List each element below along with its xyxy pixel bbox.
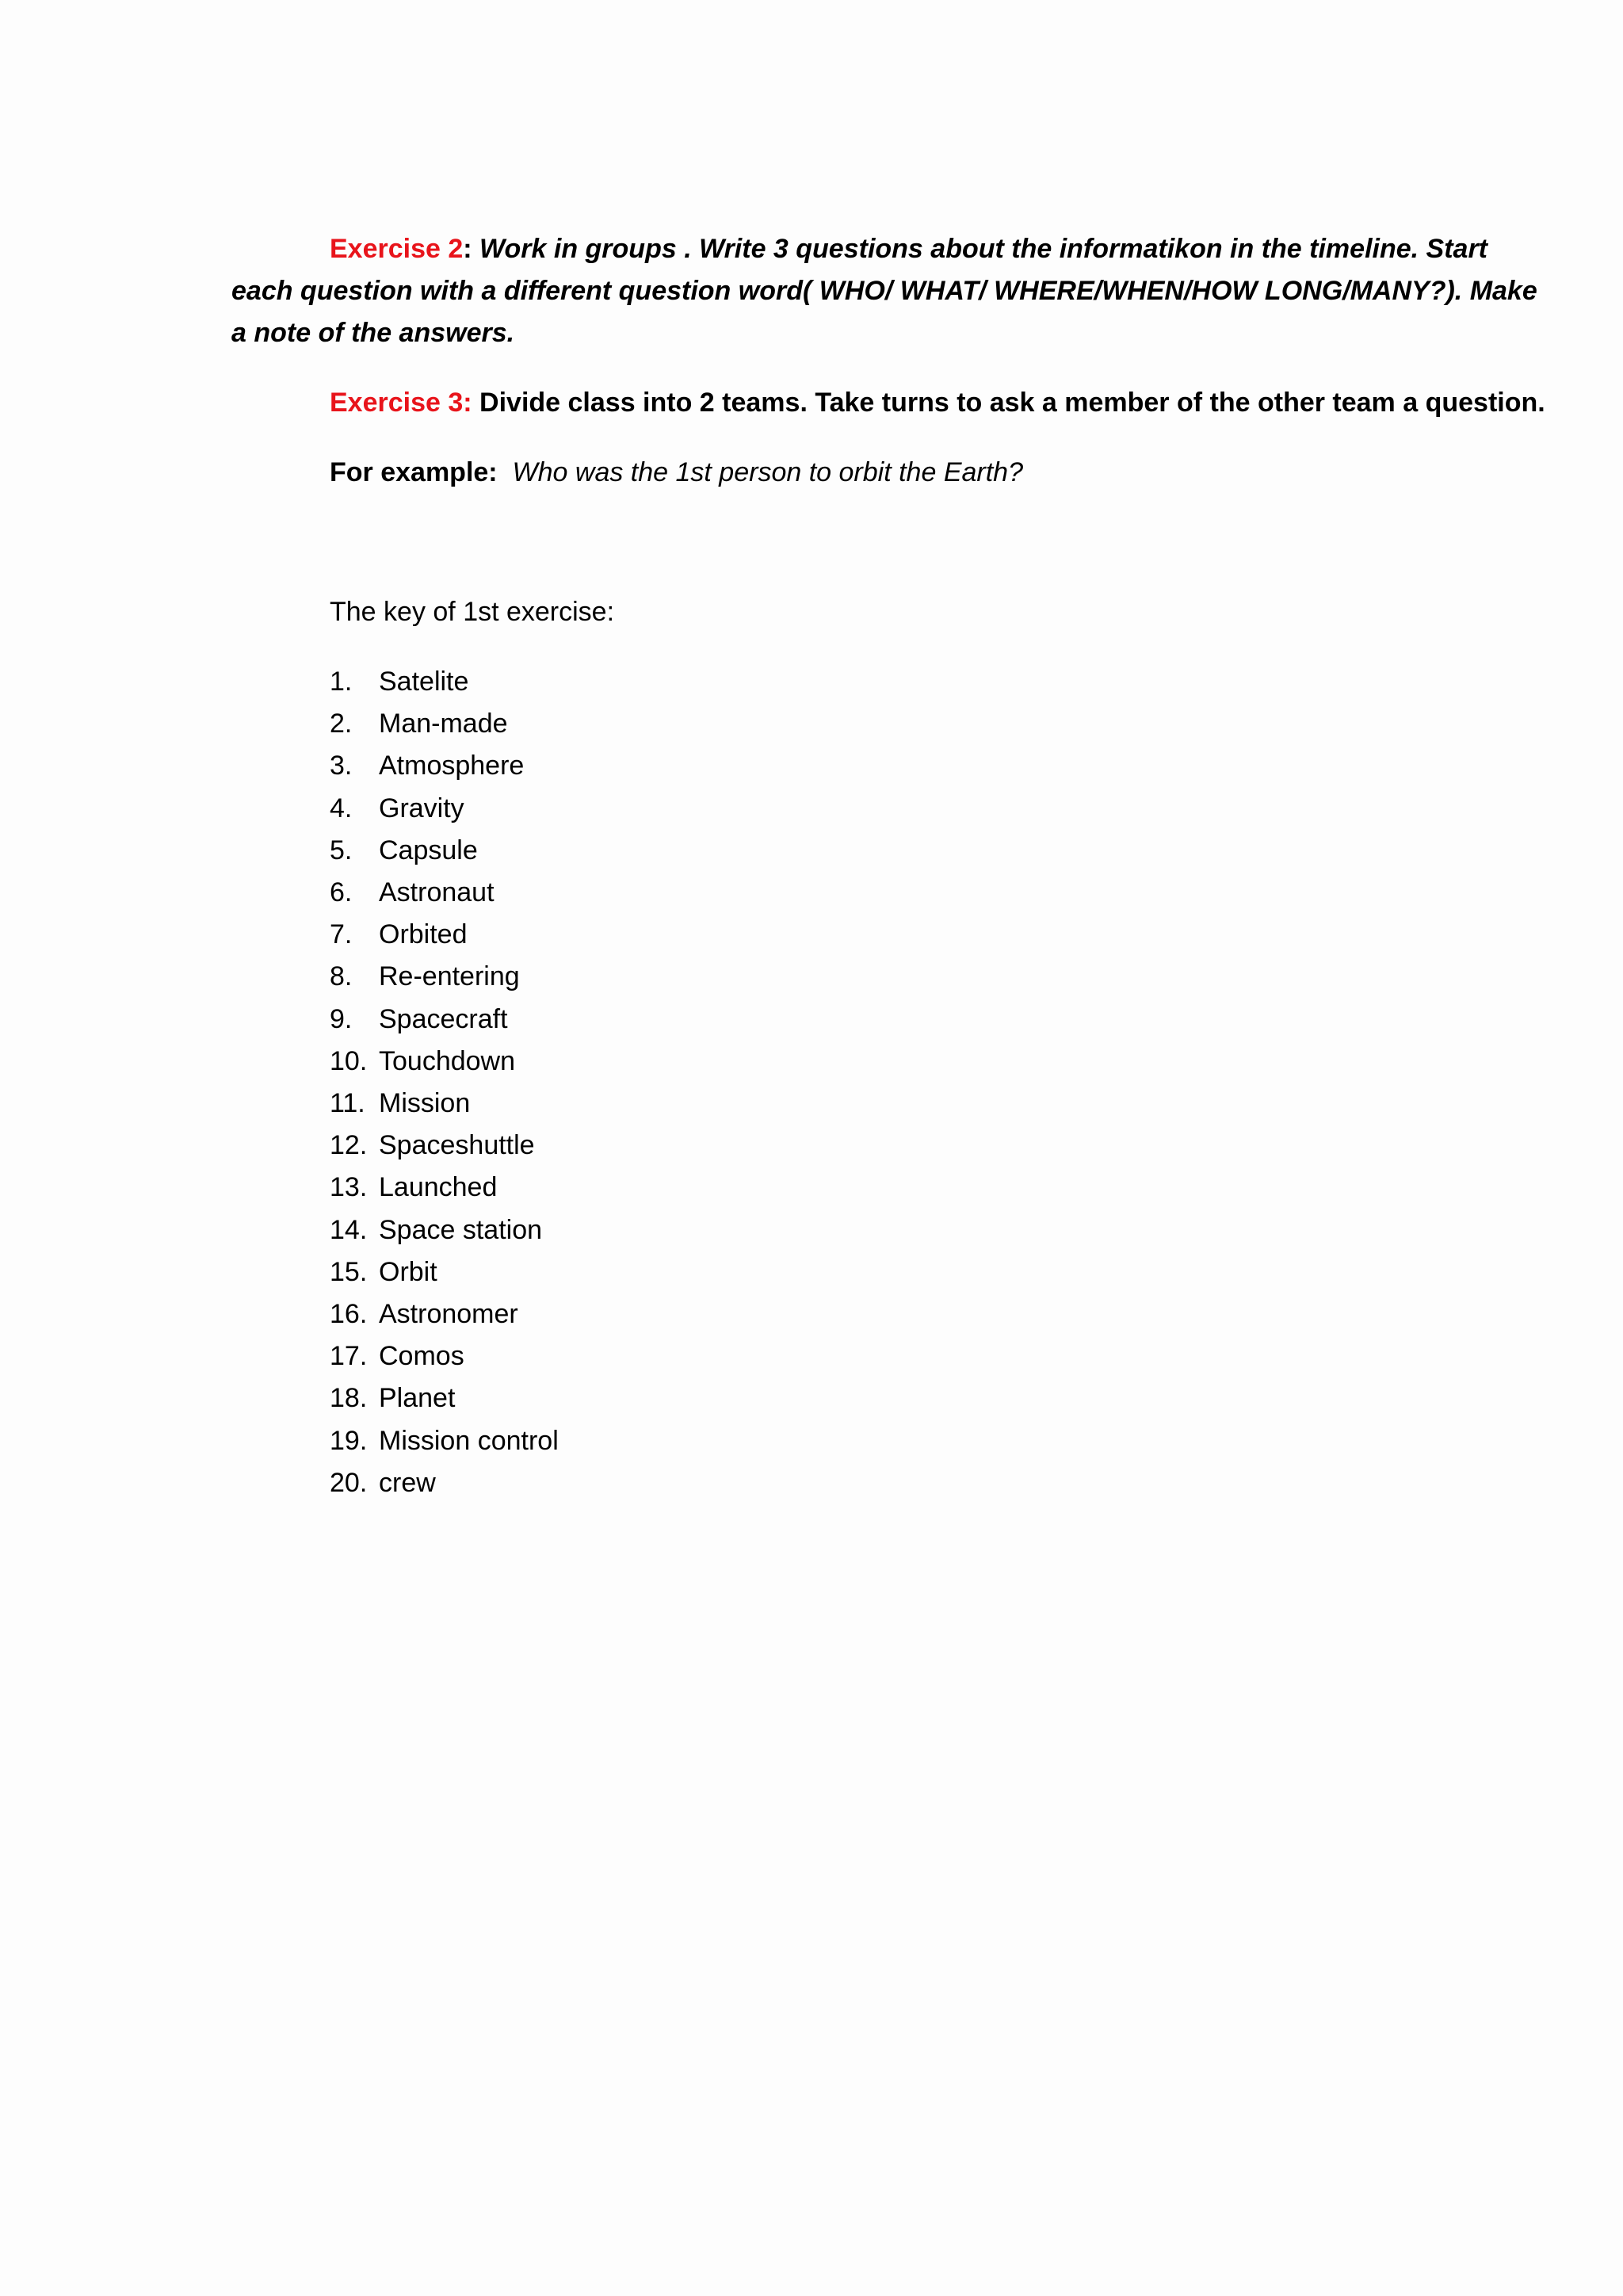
answer-key-item	[330, 1167, 559, 1209]
answer-key-word: Orbit	[379, 1256, 437, 1287]
answer-key-item	[330, 872, 559, 914]
exercise-2-label: Exercise 2	[330, 234, 464, 264]
answer-key-word: Touchdown	[379, 1045, 516, 1076]
answer-key-word: Spaceshuttle	[379, 1130, 535, 1161]
answer-key-item	[330, 1462, 559, 1504]
answer-key-item	[330, 1420, 559, 1462]
answer-key-number: 10.	[330, 1045, 368, 1076]
answer-key-number: 14.	[330, 1214, 368, 1245]
answer-key-item	[330, 1293, 559, 1335]
answer-key-number: 7.	[330, 919, 353, 950]
answer-key-item	[330, 956, 559, 998]
exercise-3-label: Exercise 3:	[330, 388, 472, 418]
answer-key-word: Capsule	[379, 835, 478, 865]
answer-key-word: Gravity	[379, 793, 464, 823]
exercise-2-paragraph	[231, 228, 1547, 354]
answer-key-number: 1.	[330, 667, 353, 697]
answer-key-word: Launched	[379, 1172, 498, 1203]
answer-key-item	[330, 788, 559, 830]
answer-key-number: 4.	[330, 793, 353, 823]
example-label: For example:	[330, 457, 498, 487]
answer-key-title: The key of 1st exercise:	[330, 597, 615, 627]
answer-key-number: 12.	[330, 1130, 368, 1161]
answer-key-item	[330, 1251, 559, 1293]
answer-key-item	[330, 1377, 559, 1419]
example-question: Who was the 1st person to orbit the Earth?	[512, 457, 1023, 487]
answer-key-word: Astronaut	[379, 877, 495, 908]
answer-key-item	[330, 914, 559, 956]
answer-key-item	[330, 1125, 559, 1167]
answer-key-number: 16.	[330, 1299, 368, 1330]
answer-key-number: 15.	[330, 1256, 368, 1287]
answer-key-item	[330, 999, 559, 1041]
answer-key-list	[330, 661, 559, 1504]
answer-key-number: 19.	[330, 1425, 368, 1456]
answer-key-number: 5.	[330, 835, 353, 865]
answer-key-word: Planet	[379, 1383, 456, 1414]
answer-key-word: Spacecraft	[379, 1003, 508, 1034]
answer-key-word: Orbited	[379, 919, 468, 950]
exercise-2-instructions: Work in groups . Write 3 questions about the informatikon in the timeline. Start each question with a different question word( WHO/ WHAT/ WHERE/WHEN/HOW LONG/MANY?). Make a note of the answers.	[231, 234, 1537, 348]
exercise-3-paragraph	[330, 382, 1566, 424]
answer-key-word: Satelite	[379, 667, 469, 697]
answer-key-word: Atmosphere	[379, 751, 525, 781]
answer-key-item	[330, 1083, 559, 1125]
example-paragraph	[330, 452, 1518, 494]
answer-key-item	[330, 661, 559, 703]
exercise-3-instructions: Divide class into 2 teams. Take turns to ask a member of the other team a question.	[472, 388, 1545, 418]
answer-key-word: Comos	[379, 1341, 464, 1372]
answer-key-number: 13.	[330, 1172, 368, 1203]
answer-key-word: Mission control	[379, 1425, 559, 1456]
answer-key-word: Astronomer	[379, 1299, 518, 1330]
answer-key-number: 18.	[330, 1383, 368, 1414]
answer-key-word: Re-entering	[379, 961, 520, 992]
answer-key-number: 9.	[330, 1003, 353, 1034]
answer-key-item	[330, 1335, 559, 1377]
answer-key-item	[330, 703, 559, 745]
answer-key-number: 20.	[330, 1467, 368, 1498]
answer-key-word: Man-made	[379, 709, 508, 739]
answer-key-item	[330, 745, 559, 787]
answer-key-item	[330, 830, 559, 872]
answer-key-number: 6.	[330, 877, 353, 908]
answer-key-word: Mission	[379, 1088, 471, 1119]
answer-key-number: 17.	[330, 1341, 368, 1372]
exercise-2-colon: :	[463, 234, 472, 264]
answer-key-number: 8.	[330, 961, 353, 992]
answer-key-word: crew	[379, 1467, 436, 1498]
answer-key-item	[330, 1209, 559, 1251]
answer-key-number: 2.	[330, 709, 353, 739]
answer-key-item	[330, 1041, 559, 1083]
answer-key-word: Space station	[379, 1214, 543, 1245]
answer-key-number: 3.	[330, 751, 353, 781]
answer-key-number: 11.	[330, 1088, 365, 1119]
